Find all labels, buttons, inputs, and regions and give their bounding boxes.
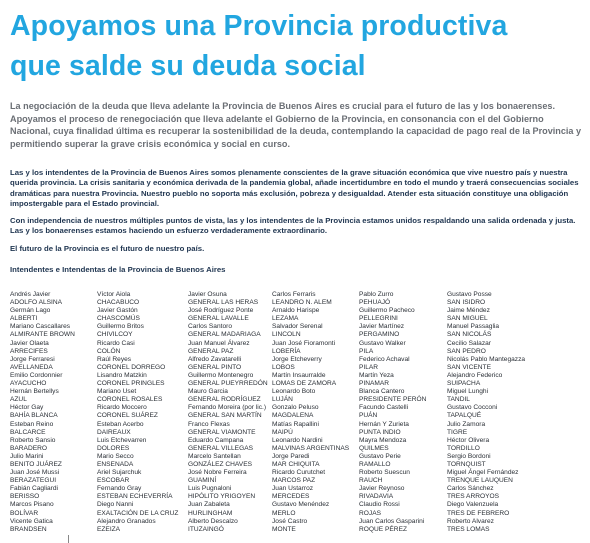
signatory-entry: GENERAL PUEYRREDÓN bbox=[188, 380, 268, 388]
signatory-entry: ESTEBAN ECHEVERRÍA bbox=[97, 493, 173, 501]
signatory-entry: Luis Pugnaloni bbox=[188, 485, 232, 493]
signatory-entry: Manuel Passaglia bbox=[447, 323, 500, 331]
signatory-entry: MAIPÚ bbox=[272, 428, 293, 436]
signatory-entry: Marcelo Santellan bbox=[188, 452, 241, 460]
signatory-entry: Matías Rapallini bbox=[272, 420, 319, 428]
signatory-entry: TANDIL bbox=[447, 396, 470, 404]
signatory-entry: MERLO bbox=[272, 509, 296, 517]
signatory-entry: Héctor Olivera bbox=[447, 436, 490, 444]
signatory-entry: GUAMINÍ bbox=[188, 477, 217, 485]
signatory-entry: Fernando Gray bbox=[97, 485, 142, 493]
signatories-column-2 bbox=[97, 291, 178, 534]
signatory-entry: TRES LOMAS bbox=[447, 525, 490, 533]
signatory-entry: TAPALQUÉ bbox=[447, 412, 482, 420]
signatory-entry: Roberto Sansio bbox=[10, 436, 56, 444]
signatory-entry: Fernando Moreira (por lic.) bbox=[188, 404, 267, 412]
signatory-entry: Jorge Paredi bbox=[272, 452, 310, 460]
signatory-entry: Diego Valenzuela bbox=[447, 501, 499, 509]
signatory-entry: Julio Marini bbox=[10, 452, 44, 460]
signatory-entry: Leonardo Boto bbox=[272, 388, 316, 396]
signatory-entry: Javier Olaeta bbox=[10, 339, 49, 347]
signatory-entry: CHACABUCO bbox=[97, 299, 140, 307]
signatory-entry: ROQUE PÉREZ bbox=[359, 525, 407, 533]
signatory-entry: Ricardo Moccero bbox=[97, 404, 147, 412]
signatory-entry: PINAMAR bbox=[359, 380, 390, 388]
signatory-entry: Arnaldo Harispe bbox=[272, 307, 320, 315]
signatory-entry: EZEIZA bbox=[97, 525, 121, 533]
signatory-entry: Gustavo Cocconi bbox=[447, 404, 498, 412]
signatory-entry: PUÁN bbox=[359, 412, 378, 420]
signatory-entry: Alfredo Zavatarelli bbox=[188, 355, 242, 363]
signatories-column-4 bbox=[272, 291, 349, 534]
signatory-entry: José Rodríguez Ponte bbox=[188, 307, 254, 315]
signatory-entry: BAHÍA BLANCA bbox=[10, 412, 58, 420]
signatory-entry: LEZAMA bbox=[272, 315, 299, 323]
signatory-entry: AYACUCHO bbox=[10, 380, 47, 388]
signatory-entry: Juan Ustarroz bbox=[272, 485, 314, 493]
signatory-entry: ESCOBAR bbox=[97, 477, 130, 485]
signatory-entry: Miguel Lunghi bbox=[447, 388, 489, 396]
signatory-entry: GENERAL RODRÍGUEZ bbox=[188, 396, 261, 404]
signatory-entry: Esteban Reino bbox=[10, 420, 54, 428]
signatories-heading: Intendentes e Intendentas de la Provincia de Buenos Aires bbox=[10, 265, 226, 274]
signatory-entry: BALCARCE bbox=[10, 428, 46, 436]
signatory-entry: ARRECIFES bbox=[10, 347, 48, 355]
signatory-entry: ALMIRANTE BROWN bbox=[10, 331, 75, 339]
signatory-entry: AVELLANEDA bbox=[10, 363, 53, 371]
signatory-entry: Federico Achaval bbox=[359, 355, 410, 363]
signatory-entry: AZUL bbox=[10, 396, 27, 404]
headline-line-2: que salde su deuda social bbox=[10, 50, 366, 82]
signatory-entry: Mario Secco bbox=[97, 452, 134, 460]
signatory-entry: Vicente Gatica bbox=[10, 517, 53, 525]
headline bbox=[10, 6, 585, 86]
signatory-entry: Jaime Méndez bbox=[447, 307, 490, 315]
signatory-entry: Carlos Sánchez bbox=[447, 485, 494, 493]
signatory-entry: RIVADAVIA bbox=[359, 493, 394, 501]
signatory-entry: Héctor Gay bbox=[10, 404, 44, 412]
signatory-entry: Emilio Cordonnier bbox=[10, 371, 63, 379]
signatory-entry: LOBOS bbox=[272, 363, 295, 371]
signatory-entry: GENERAL LAS HERAS bbox=[188, 299, 259, 307]
signatory-entry: Nicolás Pablo Mantegazza bbox=[447, 355, 526, 363]
signatory-entry: GONZÁLEZ CHAVES bbox=[188, 460, 252, 468]
signatory-entry: Mariano Uset bbox=[97, 388, 137, 396]
signatory-entry: Andrés Javier bbox=[10, 291, 51, 298]
signatory-entry: Gustavo Posse bbox=[447, 291, 492, 298]
signatory-entry: PEHUAJÓ bbox=[359, 299, 391, 307]
signatory-entry: MALVINAS ARGENTINAS bbox=[272, 444, 350, 452]
body-paragraph-1: Las y los intendentes de la Provincia de Buenos Aires somos plenamente conscientes de la grave situación económica que vive nuestro país y nuestra querida provincia. La crisis sanitaria y económica derivada de la pandemia global, añade incertidumbre en todo el mundo y traerá consecuencias sociales dramáticas para nuestra Provincia. Nuestro pueblo no soporta más exclusión, pobreza y desigualdad. Atender esta situación constituye una obligación impostergable para el Estado provincial. bbox=[10, 168, 579, 208]
signatory-entry: MERCEDES bbox=[272, 493, 310, 501]
signatory-entry: CHASCOMÚS bbox=[97, 315, 140, 323]
signatory-entry: SAN NICOLÁS bbox=[447, 331, 492, 339]
signatory-entry: Gustavo Perie bbox=[359, 452, 401, 460]
signatory-entry: SAN ISIDRO bbox=[447, 299, 486, 307]
signatory-entry: Pablo Zurro bbox=[359, 291, 394, 298]
signatory-entry: Eduardo Campana bbox=[188, 436, 244, 444]
signatory-entry: BERISSO bbox=[10, 493, 40, 501]
signatory-entry: PELLEGRINI bbox=[359, 315, 398, 323]
signatory-entry: Martín Yeza bbox=[359, 371, 394, 379]
signatory-entry: RAMALLO bbox=[359, 460, 391, 468]
signatory-entry: CORONEL DORREGO bbox=[97, 363, 166, 371]
signatory-entry: HURLINGHAM bbox=[188, 509, 233, 517]
signatory-entry: Blanca Cantero bbox=[359, 388, 405, 396]
signatory-entry: Ricardo Curutchet bbox=[272, 469, 326, 477]
signatory-entry: CORONEL SUÁREZ bbox=[97, 412, 158, 420]
signatory-entry: GENERAL LAVALLE bbox=[188, 315, 249, 323]
signatory-entry: SAN VICENTE bbox=[447, 363, 491, 371]
signatory-entry: GENERAL PINTO bbox=[188, 363, 242, 371]
signatory-entry: CORONEL PRINGLES bbox=[97, 380, 165, 388]
signatory-entry: Carlos Santoro bbox=[188, 323, 232, 331]
signatory-entry: SAN PEDRO bbox=[447, 347, 486, 355]
signatory-entry: Juan Carlos Gasparini bbox=[359, 517, 425, 525]
signatory-entry: ALBERTI bbox=[10, 315, 38, 323]
signatory-entry: BERAZATEGUI bbox=[10, 477, 57, 485]
signatory-entry: Guillermo Montenegro bbox=[188, 371, 254, 379]
signatory-entry: Alberto Descalzo bbox=[188, 517, 238, 525]
signatory-entry: MONTE bbox=[272, 525, 296, 533]
signatories-column-5 bbox=[359, 291, 426, 534]
signatory-entry: TIGRE bbox=[447, 428, 468, 436]
signatory-entry: José Castro bbox=[272, 517, 308, 525]
signatories-column-1 bbox=[10, 291, 75, 534]
signatory-entry: Gustavo Menéndez bbox=[272, 501, 330, 509]
signatory-entry: Marcos Pisano bbox=[10, 501, 54, 509]
signatory-entry: Lisandro Matzkin bbox=[97, 371, 147, 379]
signatory-entry: Luis Etchevarren bbox=[97, 436, 147, 444]
signatory-entry: LINCOLN bbox=[272, 331, 301, 339]
lead-paragraph: La negociación de la deuda que lleva adelante la Provincia de Buenos Aires es crucial para el futuro de las y los bonaerenses. Apoyamos el proceso de renegociación que lleva adelante el Gobierno de la Provincia, en consonancia con el del Gobierno Nacional, cuya finalidad última es recuperar la sostenibilidad de la deuda, contemplando la capacidad de pago real de la Provincia y permitiendo superar la grave crisis económica y social en curso. bbox=[10, 101, 582, 149]
signatory-entry: Juan Zabaleta bbox=[188, 501, 230, 509]
signatory-entry: Fabián Cagliardi bbox=[10, 485, 59, 493]
signatory-entry: Juan José Mussi bbox=[10, 469, 60, 477]
signatories-list bbox=[10, 291, 590, 543]
signatory-entry: TORNQUIST bbox=[447, 460, 486, 468]
signatory-entry: LOMAS DE ZAMORA bbox=[272, 380, 337, 388]
signatory-entry: TORDILLO bbox=[447, 444, 480, 452]
signatory-entry: RAUCH bbox=[359, 477, 383, 485]
signatory-entry: Gustavo Walker bbox=[359, 339, 406, 347]
signatory-entry: GENERAL MADARIAGA bbox=[188, 331, 261, 339]
signatory-entry: ITUZAINGÓ bbox=[188, 525, 224, 533]
signatory-entry: Esteban Acerbo bbox=[97, 420, 144, 428]
signatory-entry: MARCOS PAZ bbox=[272, 477, 316, 485]
signatories-column-3 bbox=[188, 291, 268, 534]
signatory-entry: HIPÓLITO YRIGOYEN bbox=[188, 493, 256, 501]
signatory-entry: PUNTA INDIO bbox=[359, 428, 401, 436]
signatory-entry: ROJAS bbox=[359, 509, 381, 517]
signatory-entry: ADOLFO ALSINA bbox=[10, 299, 63, 307]
signatory-entry: MAR CHIQUITA bbox=[272, 460, 320, 468]
signatory-entry: Roberto Suescun bbox=[359, 469, 410, 477]
signatory-entry: TRENQUE LAUQUEN bbox=[447, 477, 513, 485]
signatory-entry: BOLÍVAR bbox=[10, 509, 39, 517]
signatory-entry: BENITO JUÁREZ bbox=[10, 460, 62, 468]
signatory-entry: TRES DE FEBRERO bbox=[447, 509, 510, 517]
signatory-entry: Carlos Ferraris bbox=[272, 291, 316, 298]
signatory-entry: Hernán Bertellys bbox=[10, 388, 59, 396]
signatory-entry: Alejandro Granados bbox=[97, 517, 156, 525]
signatory-entry: Ricardo Casi bbox=[97, 339, 135, 347]
headline-line-1: Apoyamos una Provincia productiva bbox=[10, 10, 508, 42]
signatory-entry: Franco Flexas bbox=[188, 420, 230, 428]
signatory-entry: Julio Zamora bbox=[447, 420, 486, 428]
signatory-entry: José Nobre Ferreira bbox=[188, 469, 247, 477]
signatory-entry: Javier Osuna bbox=[188, 291, 227, 298]
body-paragraph-3: El futuro de la Provincia es el futuro de nuestro país. bbox=[10, 244, 205, 253]
signatory-entry: CORONEL ROSALES bbox=[97, 396, 163, 404]
signatory-entry: PILA bbox=[359, 347, 374, 355]
signatory-entry: Mauro Garcia bbox=[188, 388, 228, 396]
signatories-column-6 bbox=[447, 291, 525, 534]
signatory-entry: Gonzalo Peluso bbox=[272, 404, 319, 412]
body-paragraph-2: Con independencia de nuestros múltiples puntos de vista, las y los intendentes de la Provincia estamos unidos respaldando una salida ordenada y justa. Las y los bonaerenses estamos haciendo un esfuerzo verdaderamente extraordinario. bbox=[10, 216, 576, 236]
signatory-entry: Juan José Fioramonti bbox=[272, 339, 336, 347]
signatory-entry: Facundo Castelli bbox=[359, 404, 409, 412]
signatory-entry: QUILMES bbox=[359, 444, 389, 452]
signatory-entry: SUIPACHA bbox=[447, 380, 481, 388]
signatory-entry: LUJÁN bbox=[272, 396, 293, 404]
signatory-entry: GENERAL PAZ bbox=[188, 347, 234, 355]
signatory-entry: COLÓN bbox=[97, 347, 121, 355]
signatory-entry: Sergio Bordoni bbox=[447, 452, 491, 460]
signatory-entry: LEANDRO N. ALEM bbox=[272, 299, 332, 307]
signatory-entry: Alejandro Federico bbox=[447, 371, 503, 379]
signatory-entry: Javier Gastón bbox=[97, 307, 138, 315]
signatory-entry: Mayra Mendoza bbox=[359, 436, 407, 444]
signatory-entry: DOLORES bbox=[97, 444, 130, 452]
signatory-entry: LOBERÍA bbox=[272, 347, 301, 355]
signatory-entry: Guillermo Pacheco bbox=[359, 307, 415, 315]
signatory-entry: BRANDSEN bbox=[10, 525, 47, 533]
signatory-entry: GENERAL VIAMONTE bbox=[188, 428, 256, 436]
signatory-entry: Diego Nanni bbox=[97, 501, 134, 509]
signatory-entry: Roberto Alvarez bbox=[447, 517, 494, 525]
signatory-entry: Raúl Reyes bbox=[97, 355, 132, 363]
signatory-entry: PILAR bbox=[359, 363, 379, 371]
signatory-entry: MAGDALENA bbox=[272, 412, 314, 420]
signatory-entry: Juan Manuel Álvarez bbox=[188, 339, 250, 347]
signatory-entry: Leonardo Nardini bbox=[272, 436, 323, 444]
signatory-entry: Guillermo Britos bbox=[97, 323, 144, 331]
signatory-entry: DAIREAUX bbox=[97, 428, 131, 436]
signatory-entry: Mariano Cascallares bbox=[10, 323, 71, 331]
signatory-entry: Ariel Sujarchuk bbox=[97, 469, 142, 477]
signatory-entry: Miguel Ángel Fernández bbox=[447, 469, 519, 477]
signatory-entry: PRESIDENTE PERÓN bbox=[359, 396, 427, 404]
signatory-entry: Salvador Serenal bbox=[272, 323, 323, 331]
signatory-entry: CHIVILCOY bbox=[97, 331, 133, 339]
signatory-entry: BARADERO bbox=[10, 444, 48, 452]
signatory-entry: Víctor Aiola bbox=[97, 291, 131, 298]
signatory-entry: Cecilio Salazar bbox=[447, 339, 491, 347]
signatory-entry: ENSENADA bbox=[97, 460, 134, 468]
signatory-entry: Javier Reynoso bbox=[359, 485, 405, 493]
signatory-entry: Germán Lago bbox=[10, 307, 51, 315]
signatory-entry: SAN MIGUEL bbox=[447, 315, 488, 323]
signatory-entry: PERGAMINO bbox=[359, 331, 400, 339]
signatory-entry: Martín Insaurralde bbox=[272, 371, 326, 379]
signatory-entry: GENERAL SAN MARTÍN bbox=[188, 412, 262, 420]
page-divider bbox=[68, 535, 69, 543]
signatory-entry: Hernán Y Zurieta bbox=[359, 420, 409, 428]
signatory-entry: Claudio Rossi bbox=[359, 501, 400, 509]
signatory-entry: Jorge Etcheverry bbox=[272, 355, 322, 363]
signatory-entry: EXALTACIÓN DE LA CRUZ bbox=[97, 509, 179, 517]
signatory-entry: TRES ARROYOS bbox=[447, 493, 500, 501]
signatory-entry: Jorge Ferraresi bbox=[10, 355, 55, 363]
signatory-entry: Javier Martínez bbox=[359, 323, 405, 331]
signatory-entry: GENERAL VILLEGAS bbox=[188, 444, 253, 452]
